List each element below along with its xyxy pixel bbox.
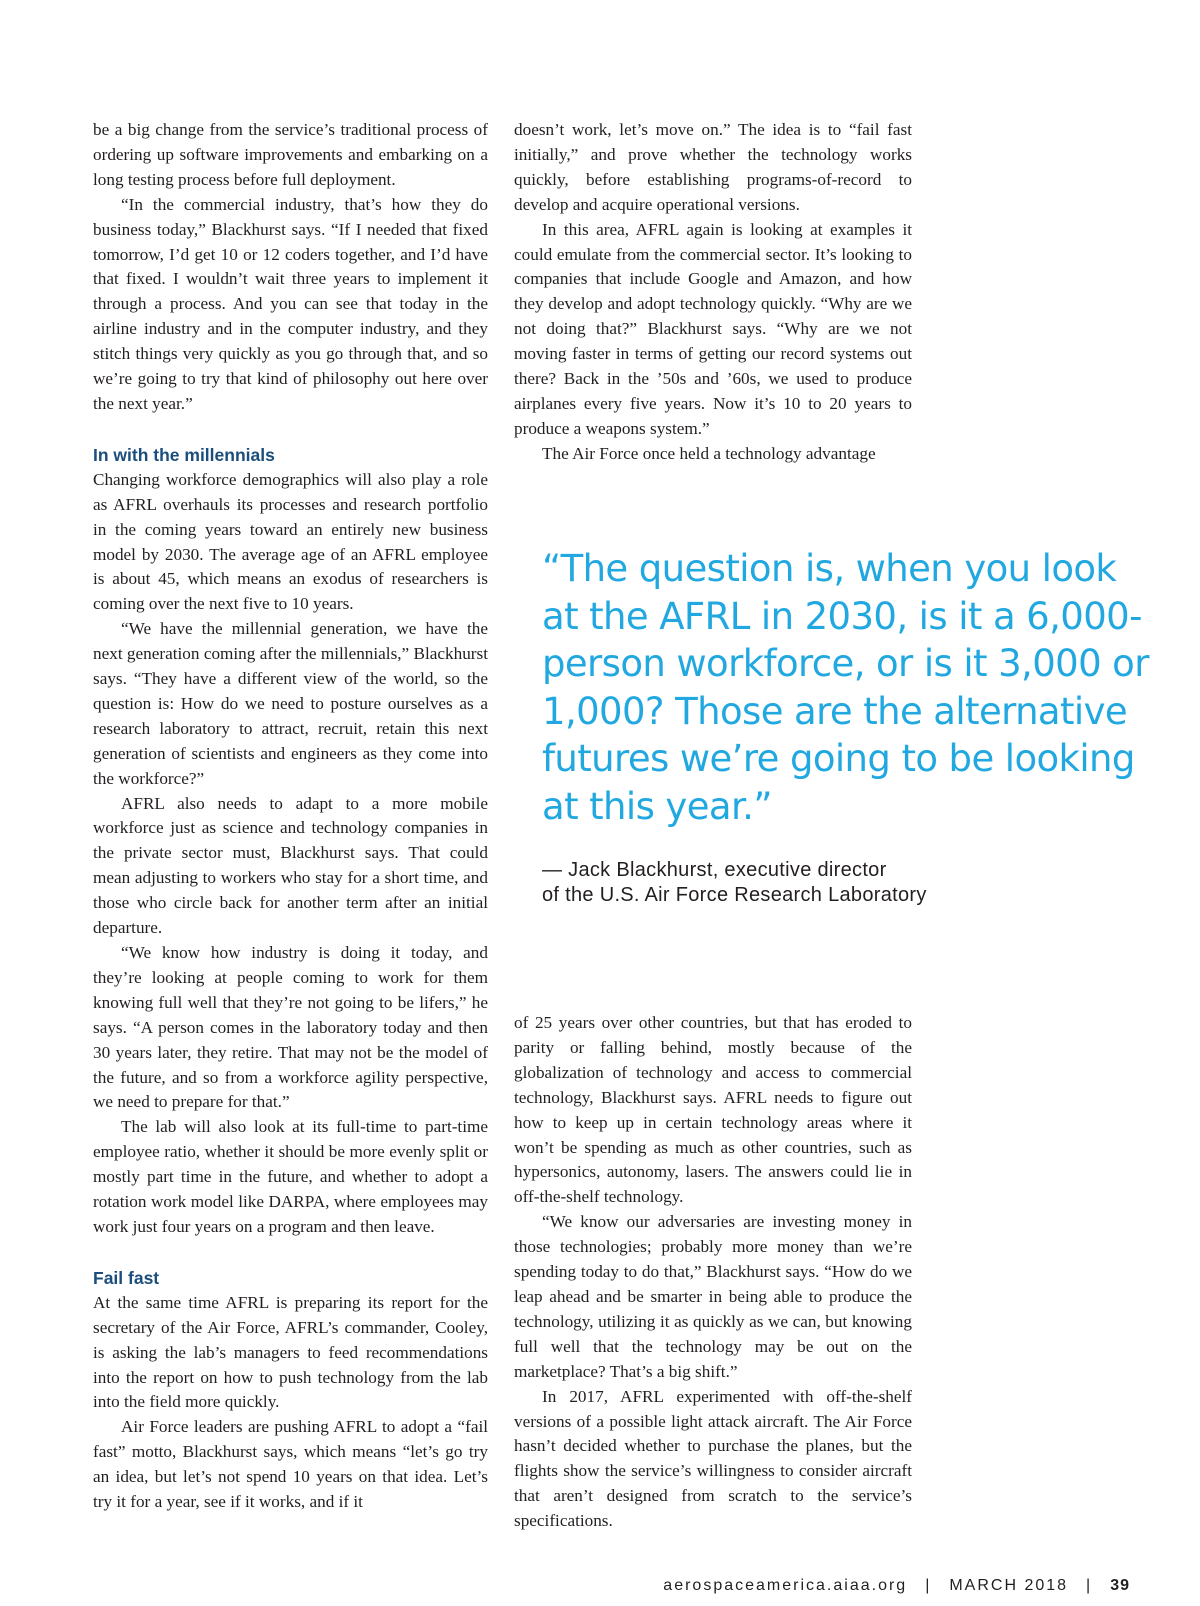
paragraph: doesn’t work, let’s move on.” The idea is to “fail fast initially,” and prove whether the technology works quickly, before establishing programs-of-record to develop and acquire operational versions. [514,120,912,214]
section-heading-millennials: In with the millennials [93,444,275,465]
paragraph: In this area, AFRL again is looking at examples it could emulate from the commercial sector. It’s looking to companies that include Google and Amazon, and how they develop and adopt technology quickly. “Why are we not doing that?” Blackhurst says. “Why are we not moving faster in terms of getting our record systems out there? Back in the ’50s and ’60s, we used to produce airplanes every five years. Now it’s 10 to 20 years to produce a weapons system.” [514,219,912,438]
paragraph: “In the commercial industry, that’s how they do business today,” Blackhurst says. “If I needed that fixed tomorrow, I’d get 10 or 12 coders together, and I’d have that fixed. I wouldn’t wait three years to implement it through a process. And you can see that today in the airline industry and in the computer industry, and they stitch things very quickly as you go through that, and so we’re going to try that kind of philosophy out here over the next year.” [93,194,488,413]
paragraph: “We know our adversaries are investing money in those technologies; probably more money than we’re spending today to do that,” Blackhurst says. “How do we leap ahead and be smarter in being able to produce the technology, utilizing it as quickly as we can, but knowing full well that the technology may be out on the marketplace? That’s a big shift.” [514,1212,912,1381]
article-middle-column-bottom [514,1011,912,1534]
paragraph: At the same time AFRL is preparing its report for the secretary of the Air Force, AFRL’s commander, Cooley, is asking the lab’s managers to feed recommendations into the report on how to push technology from the lab into the field more quickly. [93,1292,488,1412]
attribution-line-2: of the U.S. Air Force Research Laboratory [542,884,927,906]
footer-website: aerospaceamerica.aiaa.org [663,1577,908,1594]
paragraph: AFRL also needs to adapt to a more mobile workforce just as science and technology companies in the private sector must, Blackhurst says. That could mean adjusting to workers who stay for a short time, and those who circle back for another term after an initial departure. [93,793,488,938]
article-middle-column-top [514,118,912,467]
paragraph: Changing workforce demographics will also play a role as AFRL overhauls its processes and research portfolio in the coming years toward an entirely new business model by 2030. The average age of an AFRL employee is about 45, which means an exodus of researchers is coming over the next five to 10 years. [93,469,488,614]
attribution-line-1: — Jack Blackhurst, executive director [542,859,887,881]
footer-separator: | [1086,1577,1093,1594]
pull-quote-attribution [542,858,1162,908]
section-heading-fail-fast: Fail fast [93,1267,160,1288]
paragraph: The Air Force once held a technology advantage [542,443,876,463]
paragraph: Air Force leaders are pushing AFRL to adopt a “fail fast” motto, Blackhurst says, which means “let’s go try an idea, but let’s not spend 10 years on that idea. Let’s try it for a year, see if it works, and if it [93,1417,488,1512]
paragraph: In 2017, AFRL experimented with off-the-shelf versions of a possible light attack aircraft. The Air Force hasn’t decided whether to purchase the planes, but the flights show the service’s willingness to consider aircraft that aren’t designed from scratch to the service’s specifications. [514,1386,912,1531]
paragraph: be a big change from the service’s traditional process of ordering up software improvements and embarking on a long testing process before full deployment. [93,120,488,189]
page-footer [663,1577,1130,1595]
paragraph: “We know how industry is doing it today, and they’re looking at people coming to work for them knowing full well that they’re not going to be lifers,” he says. “A person comes in the laboratory today and then 30 years later, they retire. That may not be the model of the future, and so from a workforce agility perspective, we need to prepare for that.” [93,943,488,1112]
page-number: 39 [1110,1577,1130,1594]
paragraph: “We have the millennial generation, we have the next generation coming after the millennials,” Blackhurst says. “They have a different view of the world, so the question is: How do we need to posture ourselves as a research laboratory to attract, recruit, retain this next generation of scientists and engineers as they come into the workforce?” [93,619,488,788]
paragraph: The lab will also look at its full-time to part-time employee ratio, whether it should be more evenly split or mostly part time in the future, and whether to adopt a rotation work model like DARPA, where employees may work just four years on a program and then leave. [93,1117,488,1236]
pull-quote [542,545,1162,908]
pull-quote-text: “The question is, when you look at the AFRL in 2030, is it a 6,000-person workforce, or is it 3,000 or 1,000? Those are the alternative futures we’re going to be looking at this year.” [542,547,1149,828]
article-left-column [93,118,488,1515]
footer-separator: | [925,1577,932,1594]
footer-issue: MARCH 2018 [949,1577,1069,1594]
paragraph: of 25 years over other countries, but that has eroded to parity or falling behind, mostly because of the globalization of technology and access to commercial technology, Blackhurst says. AFRL needs to figure out how to keep up in certain technology areas where it won’t be spending as much as other countries, such as hypersonics, autonomy, lasers. The answers could lie in off-the-shelf technology. [514,1013,912,1207]
